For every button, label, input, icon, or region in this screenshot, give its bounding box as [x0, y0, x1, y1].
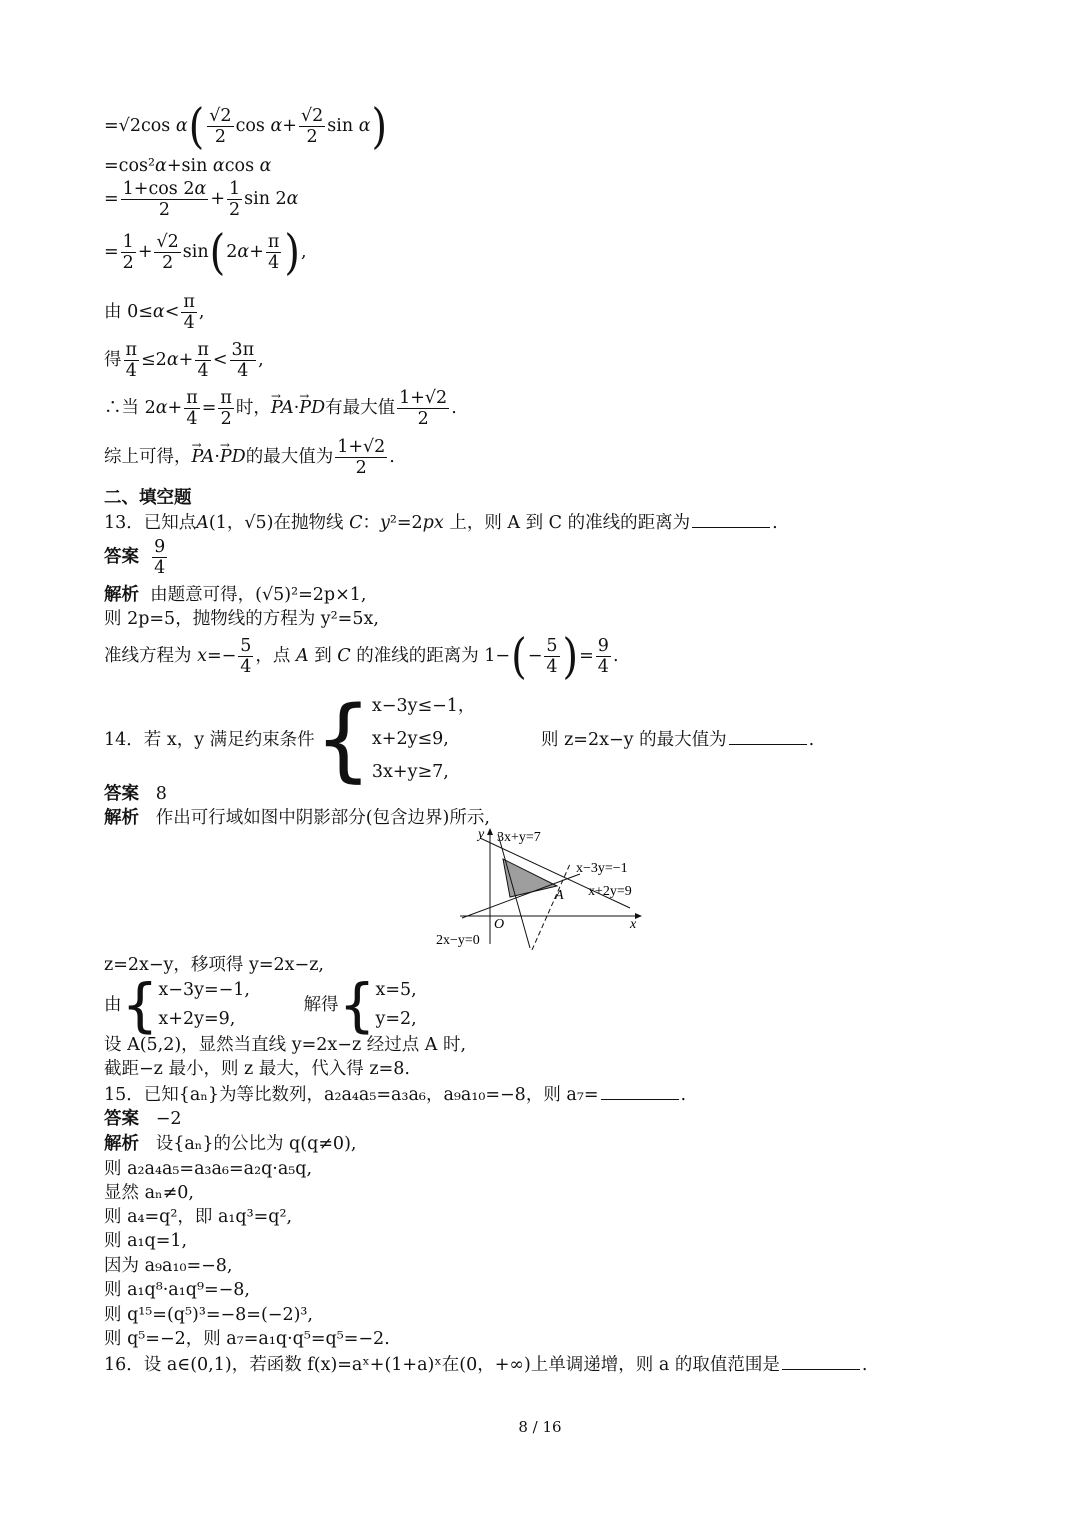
- page-number: 8 / 16: [518, 1418, 562, 1436]
- graph-line4-label: 2x−y=0: [436, 933, 480, 948]
- q15-step: 因为 a₉a₁₀=−8,: [104, 1256, 233, 1276]
- derivation-line-2: =cos²α+sin αcos α: [104, 156, 272, 176]
- q15-question: 15．已知{aₙ}为等比数列，a₂a₄a₅=a₃a₆，a₉a₁₀=−8，则 a₇= .: [104, 1085, 687, 1105]
- y-axis-arrow: [487, 828, 493, 835]
- feasible-region-graph: [430, 826, 660, 950]
- section-heading: 二、填空题: [104, 488, 192, 508]
- graph-y-label: y: [478, 827, 485, 842]
- q16-answer-blank[interactable]: [782, 1353, 860, 1370]
- derivation-line-4: = $\frac{1}{2}$ + $\frac{√2}{2}$ sin(2α+ $\frac{\pi}{4}$ ),: [104, 224, 307, 281]
- derivation-line-6: 得 $\frac{\pi}{4}$ ≤2α+ $\frac{\pi}{4}$ < $\frac{3\pi}{4}$ ,: [104, 340, 264, 381]
- q15-step: 则 q¹⁵=(q⁵)³=−8=(−2)³,: [104, 1305, 314, 1325]
- q13-analysis-3: 准线方程为 x=− $\frac{5}{4}$ ，点 A 到 C 的准线的距离为 1−(− $\frac{5}{4}$ )= $\frac{9}{4}$ .: [104, 628, 619, 685]
- q15-step: 则 a₄=q²，即 a₁q³=q²,: [104, 1207, 293, 1227]
- graph-origin-label: O: [494, 917, 505, 932]
- q13-analysis-1: 解析 由题意可得，(√5)²=2p×1,: [104, 585, 367, 605]
- graph-x-label: x: [630, 917, 637, 932]
- q15-analysis-1: 解析 设{aₙ}的公比为 q(q≠0),: [104, 1134, 357, 1154]
- q15-answer-blank[interactable]: [601, 1083, 679, 1100]
- derivation-line-1: =√2cos α( $\frac{√2}{2}$ cos α+ $\frac{√2}{2}$ sin α): [104, 98, 388, 155]
- q14-analysis-4: 截距−z 最小，则 z 最大，代入得 z=8.: [104, 1059, 410, 1079]
- q14-answer: 答案 8: [104, 784, 167, 804]
- graph-line3-label: x+2y=9: [588, 884, 632, 899]
- derivation-line-3: = $\frac{1+\cos 2\alpha}{2}$ + $\frac{1}{2}$ sin 2α: [104, 179, 299, 220]
- derivation-line-5: 由 0≤α< $\frac{\pi}{4}$ ,: [104, 292, 205, 333]
- q14-answer-blank[interactable]: [729, 728, 807, 745]
- q14-analysis-1: 解析 作出可行域如图中阴影部分(包含边界)所示,: [104, 808, 490, 828]
- q15-step: 显然 aₙ≠0,: [104, 1183, 194, 1203]
- q15-step: 则 q⁵=−2，则 a₇=a₁q·q⁵=q⁵=−2.: [104, 1329, 390, 1349]
- q14-analysis-3: 设 A(5,2)，显然当直线 y=2x−z 经过点 A 时,: [104, 1035, 467, 1055]
- q15-answer: 答案 −2: [104, 1109, 182, 1129]
- q14-solve-system: 由{ x−3y=−1, x+2y=9, 解得{ x=5, y=2,: [104, 971, 417, 1039]
- q13-question: 13．已知点A(1，√5)在抛物线 C：y²=2px 上，则 A 到 C 的准线的距离为 .: [104, 513, 778, 533]
- graph-line1-label: 3x+y=7: [497, 830, 541, 845]
- derivation-line-7: ∴当 2α+ $\frac{\pi}{4}$ = $\frac{\pi}{2}$ 时，→ PA·→ PD有最大值 $\frac{1+√2}{2}$ .: [104, 388, 457, 429]
- q15-step: 则 a₂a₄a₅=a₃a₆=a₂q·a₅q,: [104, 1159, 313, 1179]
- graph-point-a-label: A: [555, 888, 564, 903]
- derivation-line-8: 综上可得，→ PA·→ PD的最大值为 $\frac{1+√2}{2}$ .: [104, 437, 395, 478]
- q13-analysis-2: 则 2p=5，抛物线的方程为 y²=5x,: [104, 609, 379, 629]
- q14-constraints: x−3y≤−1， x+2y≤9, 3x+y≥7,: [371, 696, 476, 782]
- q13-answer-blank[interactable]: [692, 511, 770, 528]
- q15-step: 则 a₁q⁸·a₁q⁹=−8,: [104, 1280, 250, 1300]
- q15-step: 则 a₁q=1,: [104, 1231, 188, 1251]
- q16-question: 16．设 a∈(0,1)，若函数 f(x)=aˣ+(1+a)ˣ在(0，+∞)上单调递增，则 a 的取值范围是 .: [104, 1355, 868, 1375]
- q13-answer: 答案 $\frac{9}{4}$: [104, 537, 166, 578]
- q14-question: 14．若 x，y 满足约束条件{ x−3y≤−1， x+2y≤9, 3x+y≥7, 则 z=2x−y 的最大值为 .: [104, 686, 815, 792]
- graph-line2-label: x−3y=−1: [576, 861, 628, 876]
- shaded-region: [503, 859, 557, 897]
- q14-analysis-2: z=2x−y，移项得 y=2x−z,: [104, 955, 324, 975]
